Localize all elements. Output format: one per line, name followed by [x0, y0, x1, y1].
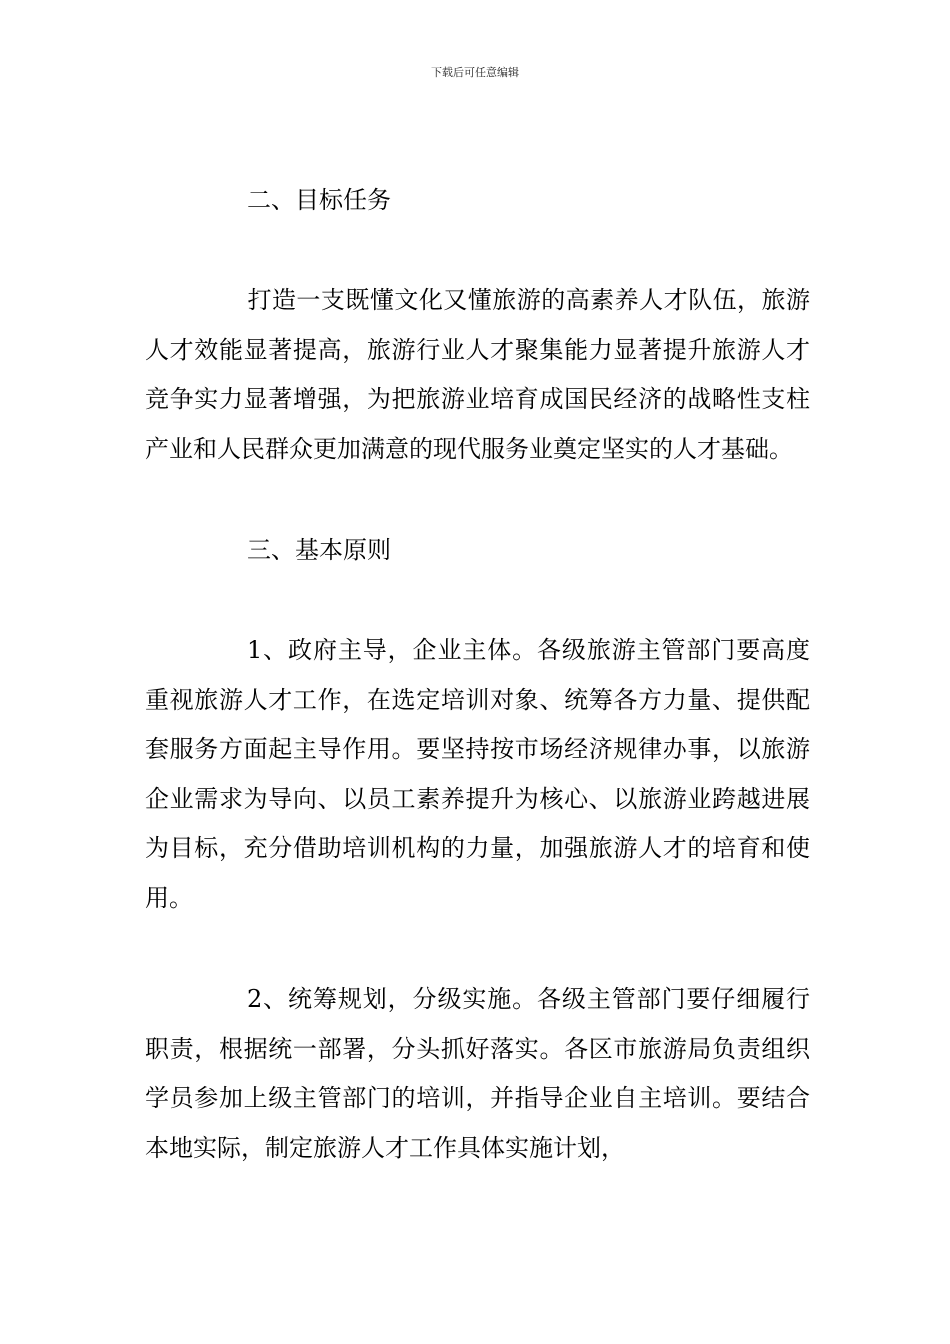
page-header-note: 下载后可任意编辑 — [431, 66, 519, 79]
paragraph-principle-2 — [145, 975, 810, 1173]
section-heading-principles: 三、基本原则 — [247, 536, 391, 564]
spacer — [145, 923, 810, 975]
paragraph-principle-1-text: 1、政府主导，企业主体。各级旅游主管部门要高度重视旅游人才工作，在选定培训对象、统筹各方力量、提供配套服务方面起主导作用。要坚持按市场经济规律办事，以旅游企业需求为导向、以员工素养提升为核心、以旅游业跨越进展为目标，充分借助培训机构的力量，加强旅游人才的培育和使用。 — [145, 636, 810, 912]
paragraph-principle-1 — [145, 626, 810, 923]
spacer — [145, 224, 810, 276]
section-heading-goals: 二、目标任务 — [247, 186, 391, 214]
spacer — [145, 474, 810, 526]
paragraph-goals-text: 打造一支既懂文化又懂旅游的高素养人才队伍，旅游人才效能显著提高，旅游行业人才聚集能力显著提升旅游人才竞争实力显著增强，为把旅游业培育成国民经济的战略性支柱产业和人民群众更加满意的现代服务业奠定坚实的人才基础。 — [145, 286, 810, 463]
paragraph-principle-2-text: 2、统筹规划，分级实施。各级主管部门要仔细履行职责，根据统一部署，分头抓好落实。各区市旅游局负责组织学员参加上级主管部门的培训，并指导企业自主培训。要结合本地实际，制定旅游人才工作具体实施计划， — [145, 985, 810, 1162]
document-body — [145, 176, 810, 1173]
spacer — [145, 574, 810, 626]
paragraph-goals — [145, 276, 810, 474]
